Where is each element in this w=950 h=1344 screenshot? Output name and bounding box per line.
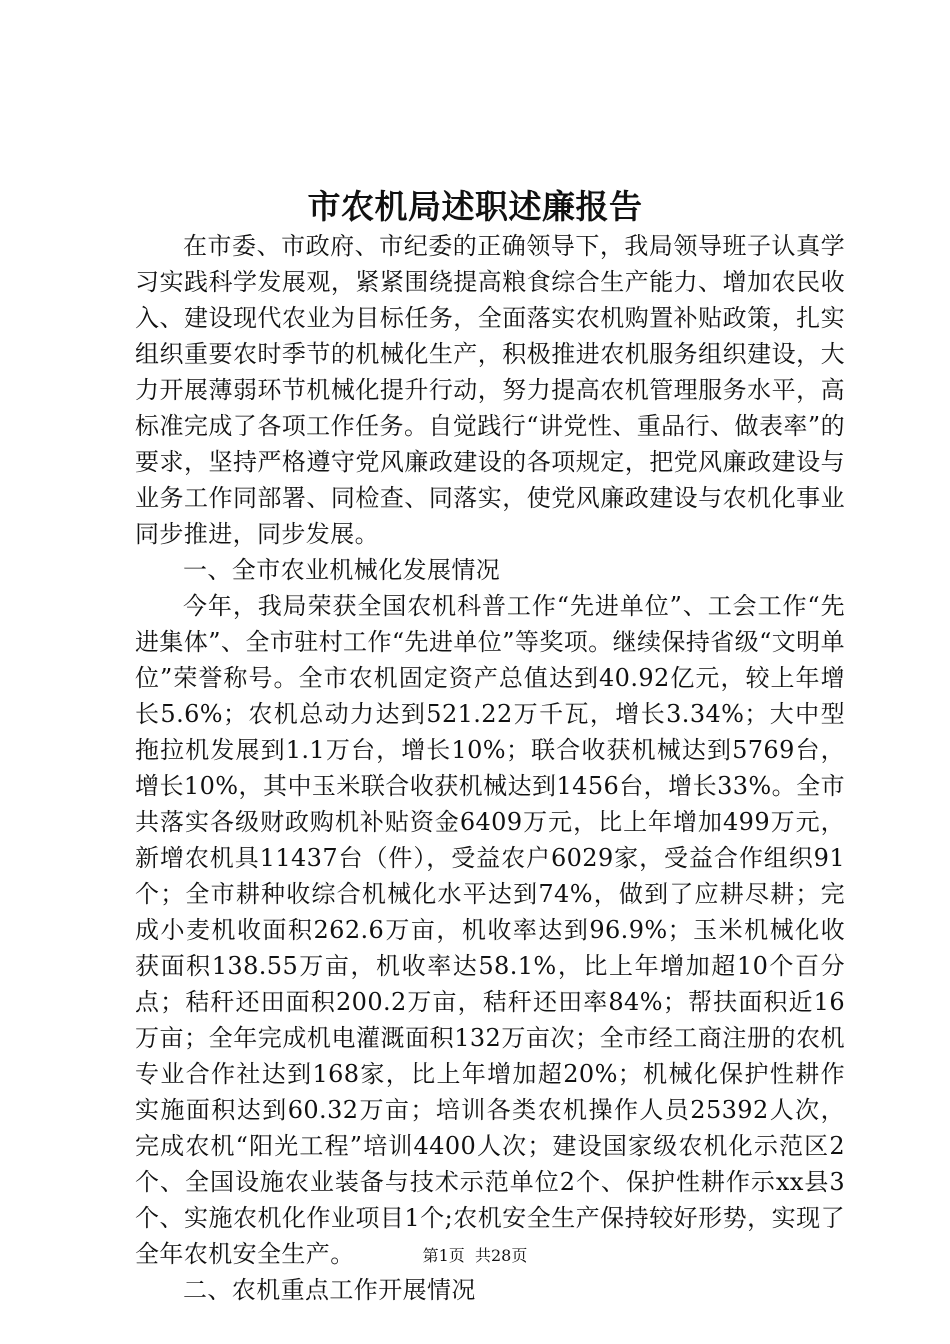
page-total: 共28页 [474,1246,528,1265]
section-heading-2: 二、农机重点工作开展情况 [183,1276,476,1304]
document-title: 市农机局述职述廉报告 [307,187,643,226]
footer-spacer [465,1246,475,1265]
document-body [135,228,845,1308]
section-heading-1: 一、全市农业机械化发展情况 [183,556,501,584]
page-number: 第1页 [422,1246,465,1265]
intro-paragraph: 在市委、市政府、市纪委的正确领导下，我局领导班子认真学习实践科学发展观，紧紧围绕提高粮食综合生产能力、增加农民收入、建设现代农业为目标任务，全面落实农机购置补贴政策，扎实组织重要农时季节的机械化生产，积极推进农机服务组织建设，大力开展薄弱环节机械化提升行动，努力提高农机管理服务水平，高标准完成了各项工作任务。自觉践行“讲党性、重品行、做表率”的要求，坚持严格遵守党风廉政建设的各项规定，把党风廉政建设与业务工作同部署、同检查、同落实，使党风廉政建设与农机化事业同步推进，同步发展。 [135,232,845,548]
page-footer [0,1244,950,1268]
section-1-paragraph: 今年，我局荣获全国农机科普工作“先进单位”、工会工作“先进集体”、全市驻村工作“先进单位”等奖项。继续保持省级“文明单位”荣誉称号。全市农机固定资产总值达到40.92亿元，较上年增长5.6%；农机总动力达到521.22万千瓦，增长3.34%；大中型拖拉机发展到1.1万台，增长10%；联合收获机械达到5769台，增长10%，其中玉米联合收获机械达到1456台，增长33%。全市共落实各级财政购机补贴资金6409万元，比上年增加499万元，新增农机具11437台（件），受益农户6029家，受益合作组织91个；全市耕种收综合机械化水平达到74%，做到了应耕尽耕；完成小麦机收面积262.6万亩，机收率达到96.9%；玉米机械化收获面积138.55万亩，机收率达58.1%，比上年增加超10个百分点；秸秆还田面积200.2万亩，秸秆还田率84%；帮扶面积近16万亩；全年完成机电灌溉面积132万亩次；全市经工商注册的农机专业合作社达到168家，比上年增加超20%；机械化保护性耕作实施面积达到60.32万亩；培训各类农机操作人员25392人次，完成农机“阳光工程”培训4400人次；建设国家级农机化示范区2个、全国设施农业装备与技术示范单位2个、保护性耕作示xx县3个、实施农机化作业项目1个;农机安全生产保持较好形势，实现了全年农机安全生产。 [135,592,845,1268]
